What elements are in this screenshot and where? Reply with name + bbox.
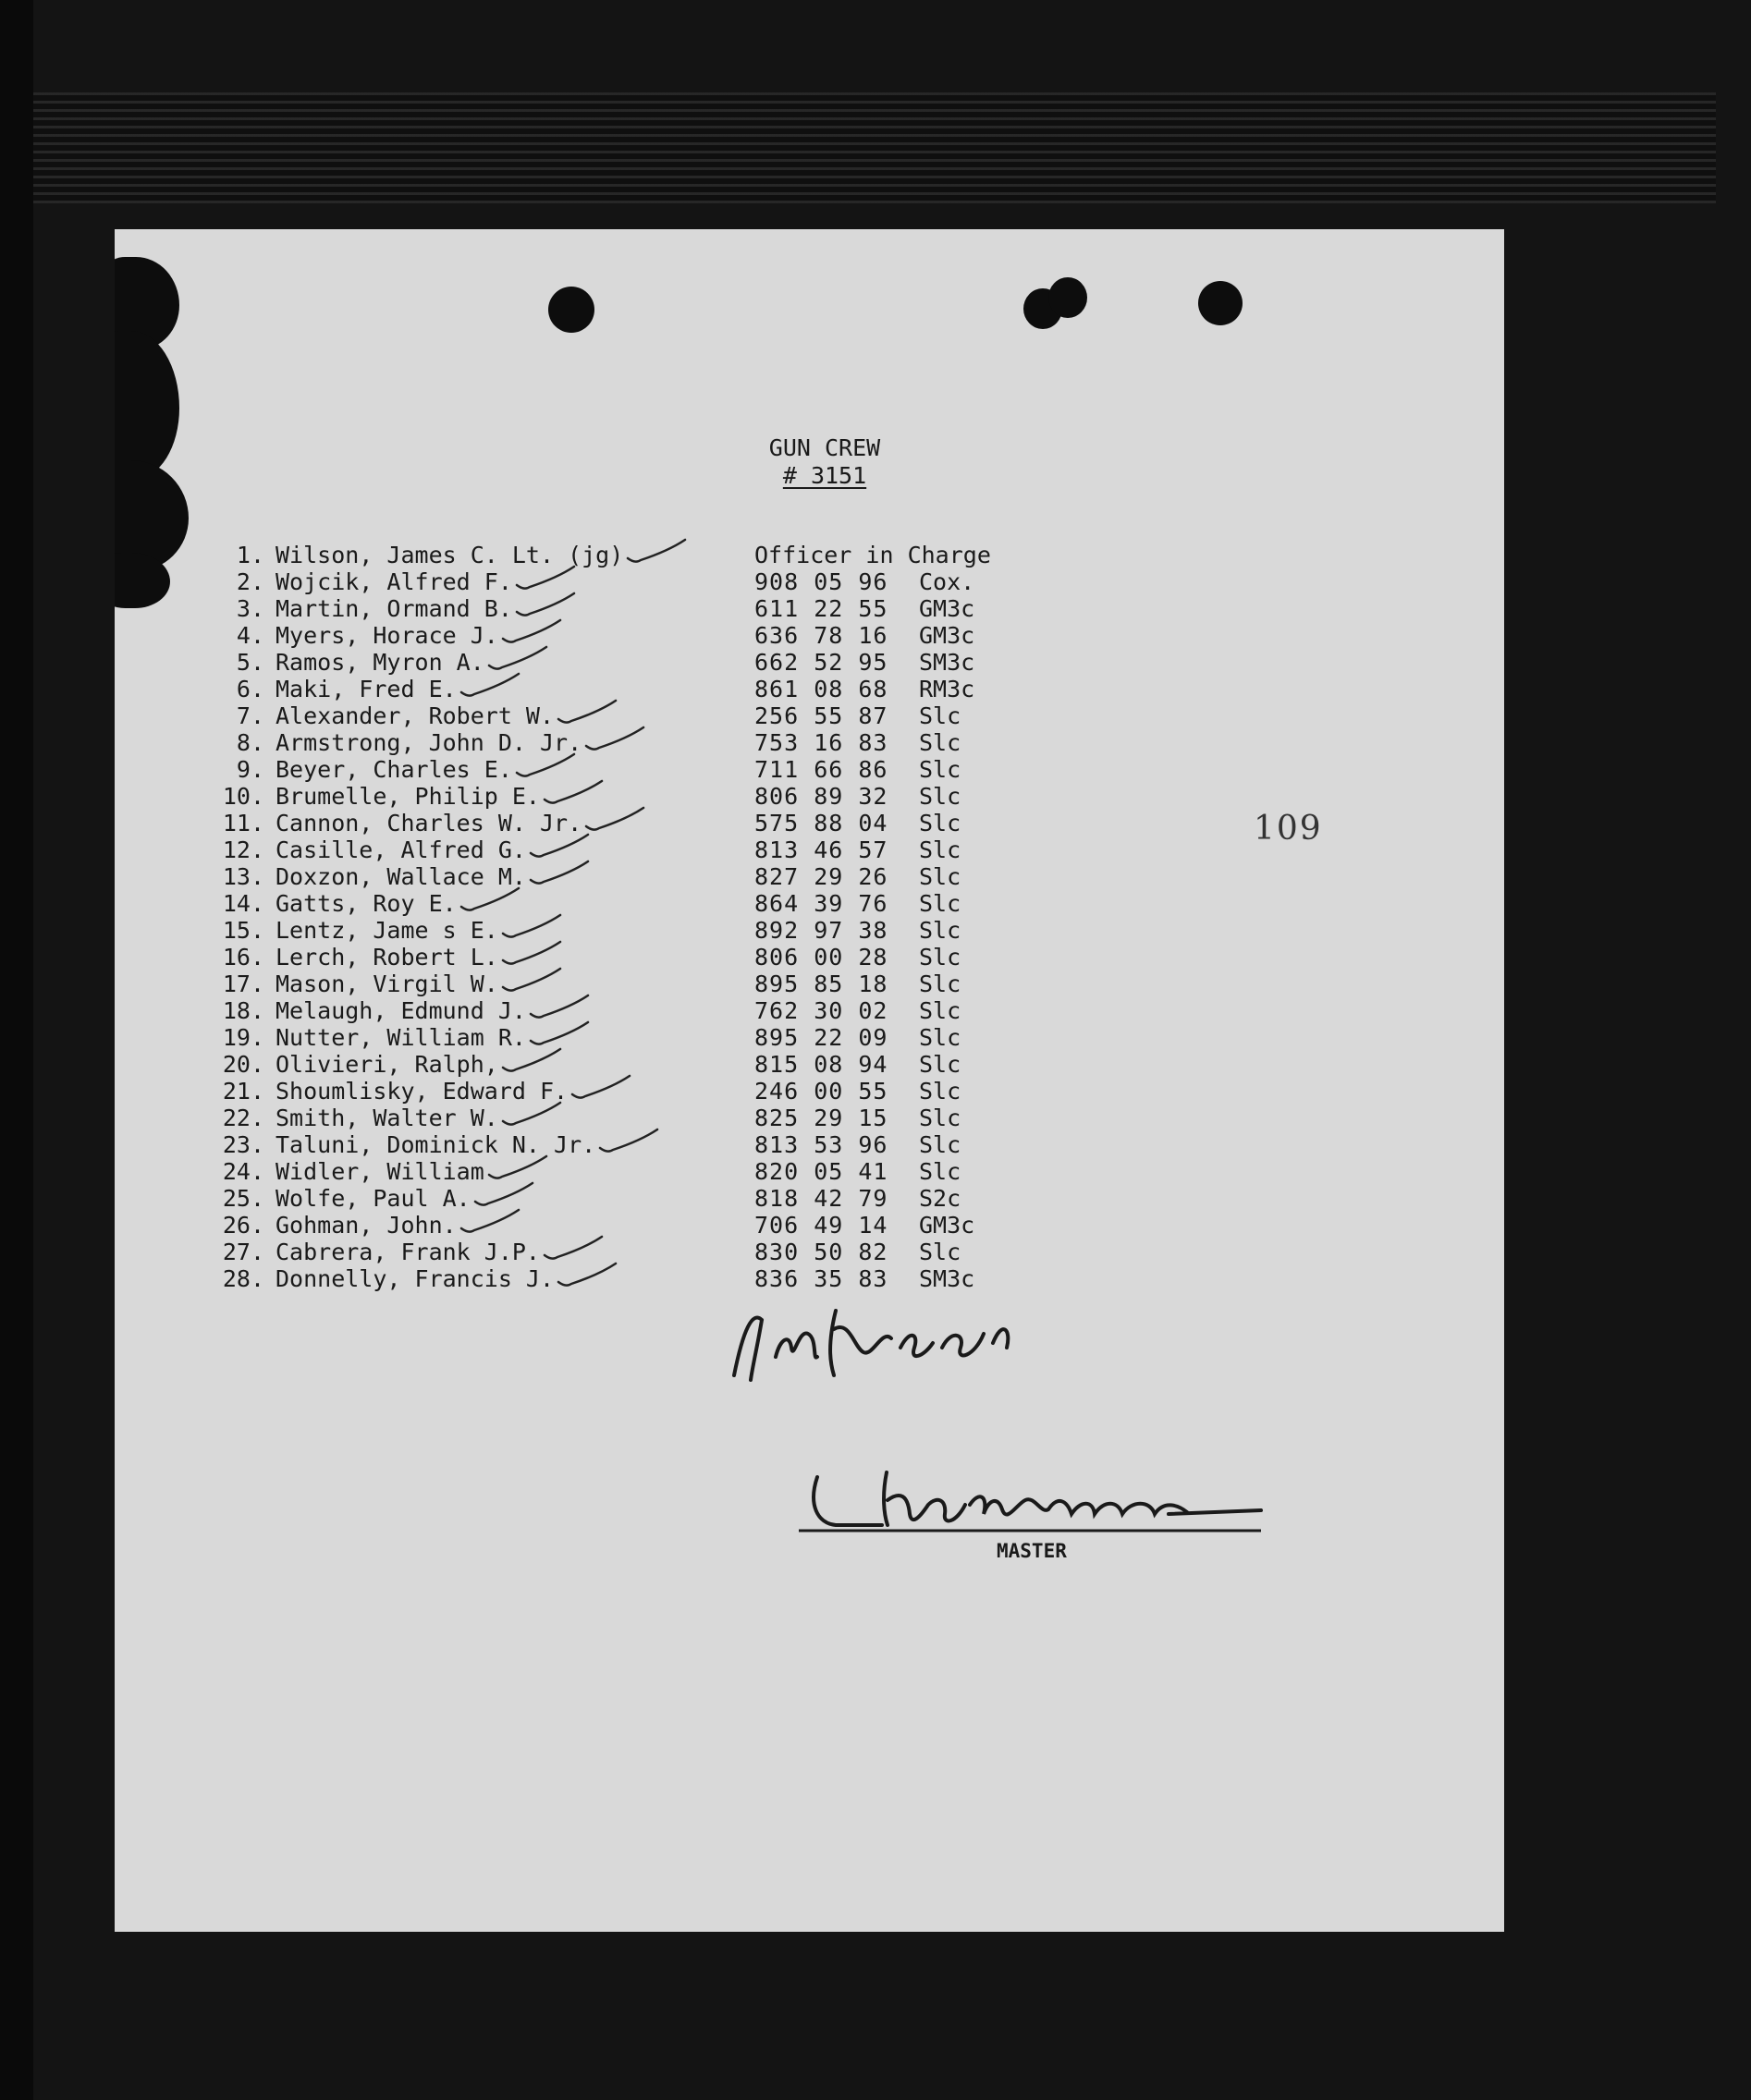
crew-serial: 813 53 96: [754, 1131, 888, 1158]
crew-rate: Slc: [919, 783, 961, 810]
crew-name: Wilson, James C. Lt. (jg): [276, 542, 624, 568]
crew-number: 23.: [222, 1131, 264, 1158]
crew-serial: 575 88 04: [754, 810, 888, 836]
crew-roster: [179, 542, 1196, 1292]
crew-name: Ramos, Myron A.: [276, 649, 484, 676]
signature-mcgee: [725, 1292, 1058, 1394]
crew-row: [179, 1024, 1196, 1051]
crew-rate: Slc: [919, 1078, 961, 1105]
crew-serial: 753 16 83: [754, 729, 888, 756]
crew-rate: Slc: [919, 810, 961, 836]
crew-name: Gohman, John.: [276, 1212, 457, 1239]
crew-name: Maki, Fred E.: [276, 676, 457, 702]
crew-rate: Slc: [919, 836, 961, 863]
crew-row: [179, 836, 1196, 863]
crew-number: 7.: [236, 702, 264, 729]
crew-rate: Slc: [919, 944, 961, 971]
crew-number: 17.: [222, 971, 264, 997]
crew-rate: GM3c: [919, 1212, 975, 1239]
crew-number: 26.: [222, 1212, 264, 1239]
crew-name: Wolfe, Paul A.: [276, 1185, 471, 1212]
crew-name: Cannon, Charles W. Jr.: [276, 810, 582, 836]
crew-rate: Slc: [919, 1239, 961, 1265]
crew-rate: Slc: [919, 1051, 961, 1078]
punch-hole: [1048, 277, 1087, 318]
crew-rate: Slc: [919, 971, 961, 997]
crew-row: [179, 917, 1196, 944]
crew-name: Mason, Virgil W.: [276, 971, 498, 997]
crew-name: Brumelle, Philip E.: [276, 783, 540, 810]
crew-row: [179, 1158, 1196, 1185]
crew-name: Doxzon, Wallace M.: [276, 863, 526, 890]
crew-row: [179, 1239, 1196, 1265]
crew-rate: Slc: [919, 1158, 961, 1185]
crew-number: 11.: [222, 810, 264, 836]
crew-rate: Officer in Charge: [754, 542, 991, 568]
crew-name: Alexander, Robert W.: [276, 702, 555, 729]
crew-row: [179, 756, 1196, 783]
crew-number: 5.: [236, 649, 264, 676]
punch-hole: [548, 287, 594, 333]
crew-row: [179, 595, 1196, 622]
crew-serial: 864 39 76: [754, 890, 888, 917]
crew-name: Melaugh, Edmund J.: [276, 997, 526, 1024]
document-title-block: [714, 434, 936, 490]
crew-serial: 706 49 14: [754, 1212, 888, 1239]
crew-name: Wojcik, Alfred F.: [276, 568, 512, 595]
crew-name: Donnelly, Francis J.: [276, 1265, 555, 1292]
crew-number: 20.: [222, 1051, 264, 1078]
crew-name: Casille, Alfred G.: [276, 836, 526, 863]
crew-row: [179, 863, 1196, 890]
crew-name: Olivieri, Ralph,: [276, 1051, 498, 1078]
crew-name: Armstrong, John D. Jr.: [276, 729, 582, 756]
crew-serial: 827 29 26: [754, 863, 888, 890]
crew-rate: Slc: [919, 729, 961, 756]
crew-serial: 908 05 96: [754, 568, 888, 595]
crew-serial: 815 08 94: [754, 1051, 888, 1078]
crew-rate: Cox.: [919, 568, 975, 595]
crew-serial: 895 85 18: [754, 971, 888, 997]
crew-serial: 836 35 83: [754, 1265, 888, 1292]
crew-name: Lerch, Robert L.: [276, 944, 498, 971]
crew-serial: 820 05 41: [754, 1158, 888, 1185]
film-top-bars: [33, 92, 1716, 203]
crew-row: [179, 944, 1196, 971]
crew-number: 28.: [222, 1265, 264, 1292]
crew-number: 19.: [222, 1024, 264, 1051]
crew-name: Lentz, Jame s E.: [276, 917, 498, 944]
crew-row: [179, 997, 1196, 1024]
crew-serial: 711 66 86: [754, 756, 888, 783]
crew-name: Gatts, Roy E.: [276, 890, 457, 917]
crew-row: [179, 1212, 1196, 1239]
crew-serial: 818 42 79: [754, 1185, 888, 1212]
crew-rate: Slc: [919, 917, 961, 944]
crew-name: Widler, William: [276, 1158, 484, 1185]
crew-name: Myers, Horace J.: [276, 622, 498, 649]
crew-row: [179, 649, 1196, 676]
crew-rate: RM3c: [919, 676, 975, 702]
crew-row: [179, 971, 1196, 997]
crew-serial: 256 55 87: [754, 702, 888, 729]
crew-rate: Slc: [919, 1131, 961, 1158]
crew-serial: 861 08 68: [754, 676, 888, 702]
crew-number: 27.: [222, 1239, 264, 1265]
crew-serial: 246 00 55: [754, 1078, 888, 1105]
crew-name: Shoumlisky, Edward F.: [276, 1078, 569, 1105]
signature-hermansen: [799, 1449, 1280, 1542]
crew-number: 9.: [236, 756, 264, 783]
crew-rate: Slc: [919, 997, 961, 1024]
crew-row: [179, 542, 1196, 568]
crew-number: 8.: [236, 729, 264, 756]
crew-serial: 662 52 95: [754, 649, 888, 676]
crew-row: [179, 1131, 1196, 1158]
punch-hole: [1198, 281, 1243, 325]
crew-serial: 636 78 16: [754, 622, 888, 649]
crew-row: [179, 729, 1196, 756]
crew-row: [179, 1105, 1196, 1131]
document-page: [115, 229, 1504, 1932]
crew-number: 2.: [236, 568, 264, 595]
crew-row: [179, 783, 1196, 810]
crew-serial: 813 46 57: [754, 836, 888, 863]
crew-row: [179, 702, 1196, 729]
crew-number: 10.: [222, 783, 264, 810]
crew-number: 6.: [236, 676, 264, 702]
crew-row: [179, 1078, 1196, 1105]
document-number: # 3151: [782, 462, 867, 489]
crew-number: 24.: [222, 1158, 264, 1185]
document-title: GUN CREW: [768, 434, 881, 461]
crew-serial: 806 89 32: [754, 783, 888, 810]
crew-name: Beyer, Charles E.: [276, 756, 512, 783]
crew-serial: 830 50 82: [754, 1239, 888, 1265]
signature-label: MASTER: [997, 1540, 1067, 1562]
crew-number: 12.: [222, 836, 264, 863]
crew-number: 1.: [236, 542, 264, 568]
crew-serial: 825 29 15: [754, 1105, 888, 1131]
crew-number: 21.: [222, 1078, 264, 1105]
crew-rate: Slc: [919, 1105, 961, 1131]
crew-row: [179, 1051, 1196, 1078]
crew-name: Martin, Ormand B.: [276, 595, 512, 622]
crew-row: [179, 676, 1196, 702]
crew-rate: Slc: [919, 1024, 961, 1051]
crew-number: 3.: [236, 595, 264, 622]
crew-number: 4.: [236, 622, 264, 649]
crew-row: [179, 622, 1196, 649]
crew-serial: 611 22 55: [754, 595, 888, 622]
crew-number: 14.: [222, 890, 264, 917]
crew-rate: GM3c: [919, 622, 975, 649]
crew-name: Cabrera, Frank J.P.: [276, 1239, 540, 1265]
crew-rate: S2c: [919, 1185, 961, 1212]
crew-rate: Slc: [919, 890, 961, 917]
crew-number: 15.: [222, 917, 264, 944]
crew-rate: Slc: [919, 702, 961, 729]
crew-number: 25.: [222, 1185, 264, 1212]
crew-rate: GM3c: [919, 595, 975, 622]
crew-name: Smith, Walter W.: [276, 1105, 498, 1131]
crew-serial: 806 00 28: [754, 944, 888, 971]
crew-row: [179, 1185, 1196, 1212]
crew-serial: 895 22 09: [754, 1024, 888, 1051]
crew-serial: 762 30 02: [754, 997, 888, 1024]
crew-number: 16.: [222, 944, 264, 971]
crew-row: [179, 810, 1196, 836]
crew-serial: 892 97 38: [754, 917, 888, 944]
crew-row: [179, 890, 1196, 917]
crew-row: [179, 1265, 1196, 1292]
torn-edge: [115, 331, 179, 479]
crew-number: 13.: [222, 863, 264, 890]
crew-number: 18.: [222, 997, 264, 1024]
crew-row: [179, 568, 1196, 595]
film-left-edge: [0, 0, 33, 2100]
crew-rate: SM3c: [919, 1265, 975, 1292]
crew-rate: SM3c: [919, 649, 975, 676]
crew-number: 22.: [222, 1105, 264, 1131]
crew-name: Nutter, William R.: [276, 1024, 526, 1051]
crew-rate: Slc: [919, 863, 961, 890]
crew-rate: Slc: [919, 756, 961, 783]
crew-name: Taluni, Dominick N. Jr.: [276, 1131, 596, 1158]
page-number: 109: [1254, 810, 1323, 848]
